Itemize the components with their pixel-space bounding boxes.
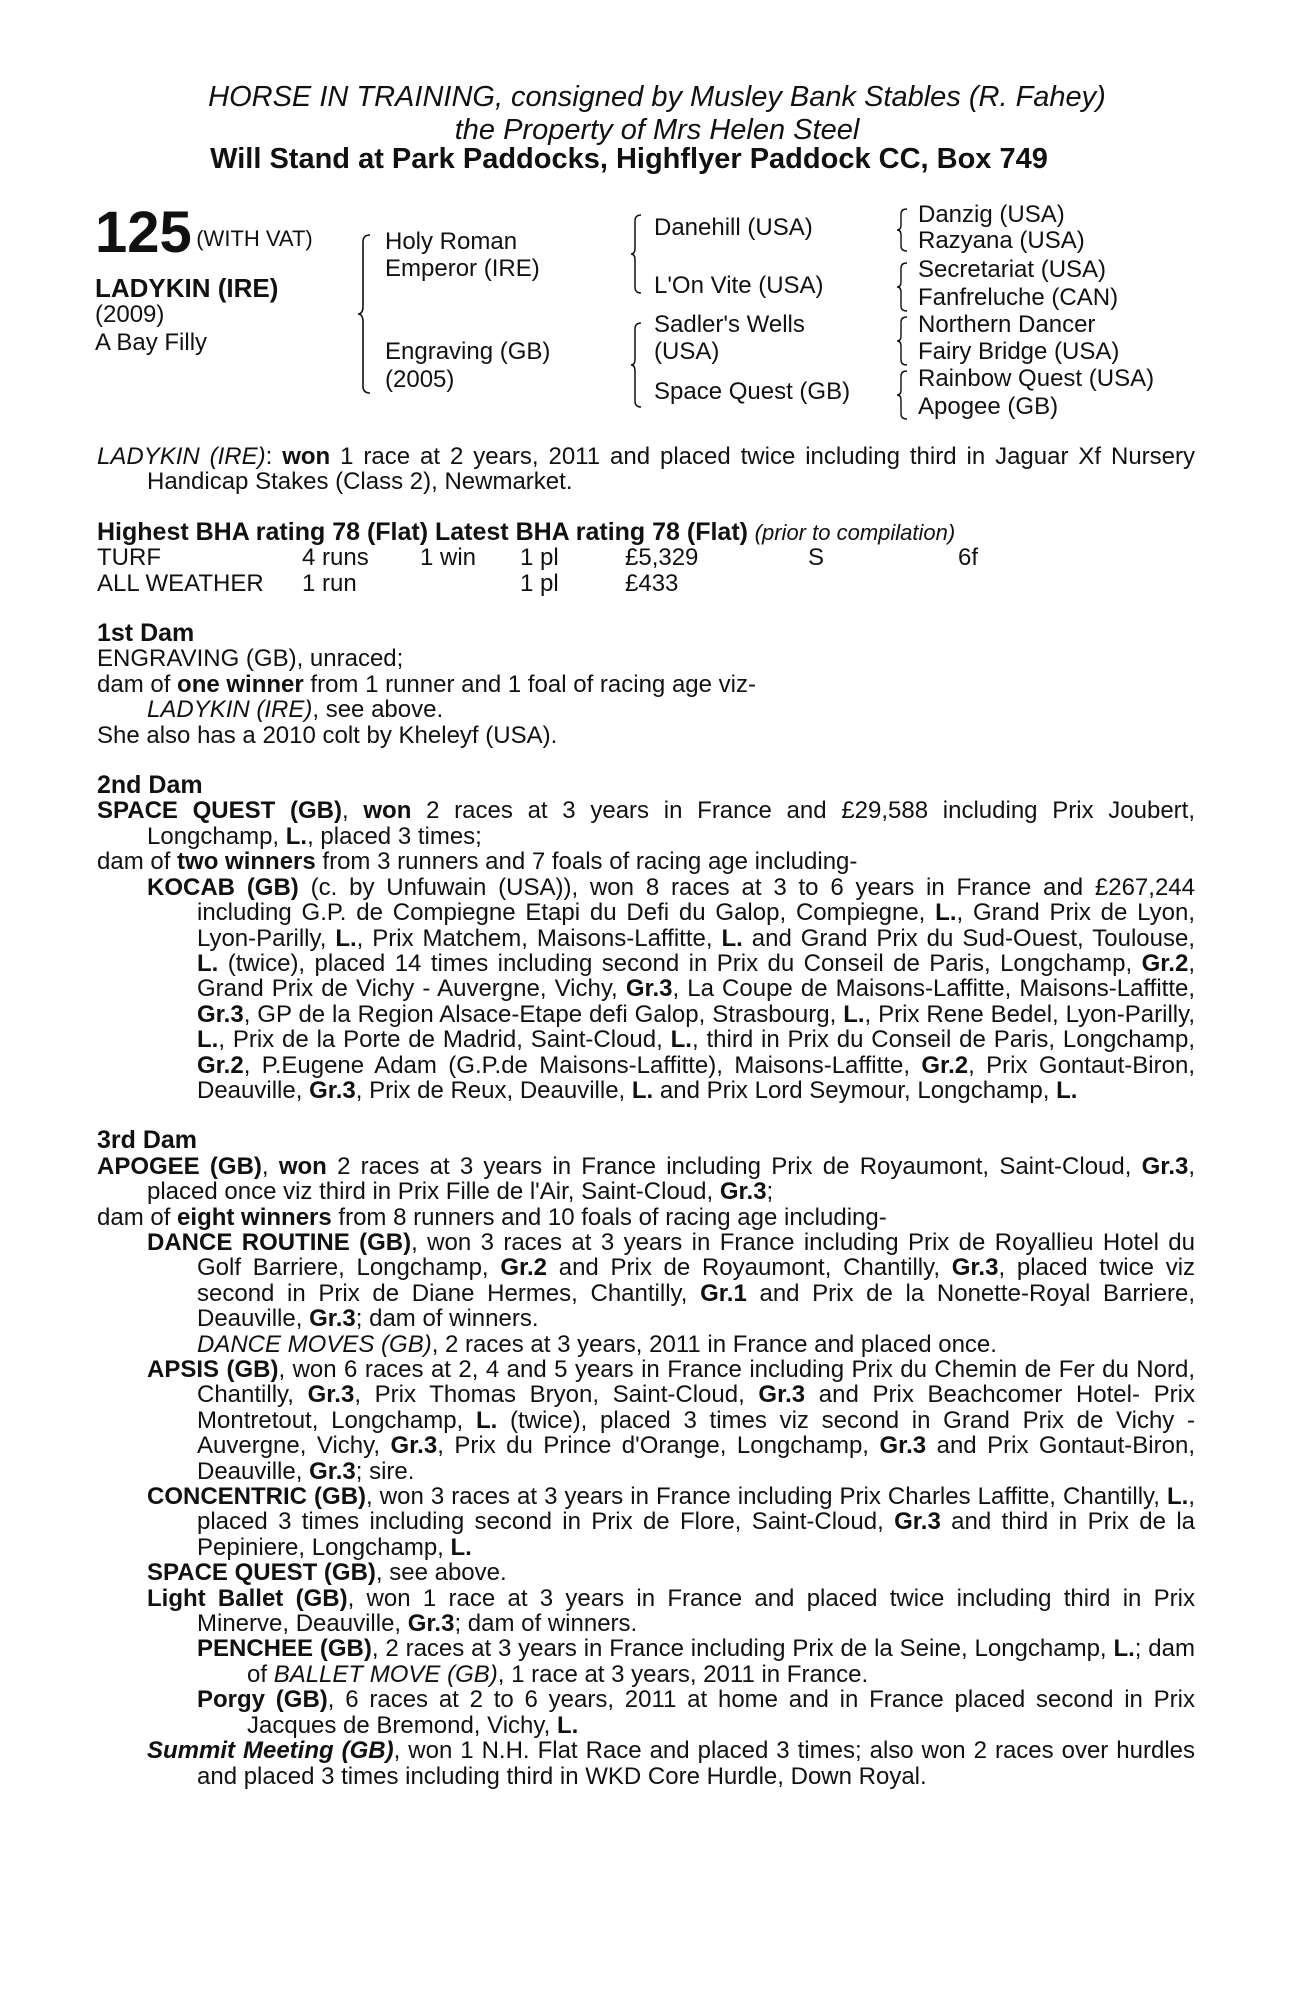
catalogue-body	[97, 444, 1195, 1789]
horse-name: KOCAB (GB)	[147, 873, 299, 901]
ped-dd: Space Quest (GB)	[654, 378, 851, 405]
header-location: Will Stand at Park Paddocks, Highflyer Paddock CC, Box 749	[210, 143, 1048, 175]
ped-dam-l2: (2005)	[385, 366, 455, 393]
first-dam-heading: 1st Dam	[97, 619, 195, 648]
first-dam-line: ENGRAVING (GB), unraced;	[97, 645, 404, 673]
race-grade: L.	[285, 822, 308, 850]
ped-ss: Danehill (USA)	[654, 214, 813, 241]
text: (twice), placed 3 times viz second in Grand Prix de Vichy - Auvergne, Vichy,	[197, 1406, 1196, 1460]
text: , Prix Matchem, Maisons-Laffitte,	[356, 924, 722, 952]
ratings-table	[97, 545, 1195, 596]
horse-name: APSIS (GB)	[147, 1356, 279, 1383]
race-grade: Gr.3	[719, 1178, 767, 1206]
header-consignor: HORSE IN TRAINING, consigned by Musley Bank Stables (R. Fahey)	[208, 81, 1106, 113]
text: , won 1 N.H. Flat Race and placed 3 times; also won 2 races over hurdles and placed 3 times including third in WKD Core Hurdle, Down Royal.	[197, 1737, 1195, 1790]
offspring-dance-moves	[97, 1332, 1195, 1357]
text: from 1 runner and 1 foal of racing age viz-	[303, 670, 756, 698]
horse-name: BALLET MOVE (GB)	[273, 1660, 498, 1688]
text: , placed once viz third in Prix Fille de l'Air, Saint-Cloud,	[147, 1152, 1196, 1206]
text: , Grand Prix de Vichy - Auvergne, Vichy,	[197, 949, 1195, 1003]
race-grade: Gr.3	[951, 1254, 999, 1282]
text: from 3 runners and 7 foals of racing age including-	[315, 848, 858, 876]
text: ; dam of winners.	[355, 1305, 539, 1333]
race-grade: L.	[1113, 1635, 1135, 1663]
text: , placed 3 times;	[307, 822, 482, 850]
text: , Grand Prix de Lyon, Lyon-Parilly,	[197, 899, 1195, 952]
ped-sd: L'On Vite (USA)	[654, 272, 824, 299]
third-dam-heading: 3rd Dam	[97, 1126, 198, 1155]
text: dam of	[97, 848, 178, 876]
winners-count: eight winners	[177, 1203, 332, 1231]
ratings-cell: 1 pl	[520, 569, 559, 597]
text: from 8 runners and 10 foals of racing age including-	[331, 1203, 887, 1231]
brace-ds	[896, 316, 908, 366]
race-summary: LADYKIN (IRE): won 1 race at 2 years, 2011 and placed twice including third in Jaguar Xf Nursery Handicap Stakes (Class 2), Newmarket.	[97, 443, 1195, 496]
horse-name: APOGEE (GB)	[97, 1152, 262, 1180]
ratings-cell	[420, 571, 520, 596]
text: dam of	[97, 1203, 178, 1231]
race-grade: L.	[450, 1533, 472, 1561]
offspring-penchee	[97, 1636, 1195, 1687]
offspring-space-quest	[97, 1560, 1195, 1585]
race-grade: Gr.2	[1141, 949, 1189, 977]
second-dam-heading: 2nd Dam	[97, 771, 203, 800]
lot-vat: (WITH VAT)	[196, 226, 313, 251]
offspring-light-ballet	[97, 1586, 1195, 1637]
text: , see above.	[375, 1559, 507, 1587]
race-grade: Gr.3	[894, 1508, 941, 1536]
summary-won: won	[282, 443, 331, 470]
race-grade: Gr.3	[309, 1076, 356, 1104]
brace-sire-dam	[357, 234, 371, 394]
ratings-cell: TURF	[97, 544, 161, 572]
ped-ds-l2: (USA)	[654, 338, 720, 365]
race-grade: Gr.2	[500, 1254, 548, 1282]
race-grade: L.	[335, 924, 357, 952]
ratings-title: Highest BHA rating 78 (Flat) Latest BHA rating 78 (Flat)	[97, 517, 748, 546]
third-dam-record: APOGEE (GB), won 2 races at 3 years in France including Prix de Royaumont, Saint-Cloud, Gr.3, placed once viz third in Prix Fille de l'Air, Saint-Cloud, Gr.3;	[97, 1152, 1196, 1206]
ped-sire-l2: Emperor (IRE)	[385, 255, 540, 282]
ratings-note: (prior to compilation)	[754, 519, 956, 545]
ped-dss: Northern Dancer	[918, 311, 1096, 338]
text: , won 6 races at 2, 4 and 5 years in France including Prix du Chemin de Fer du Nord, Chantilly,	[197, 1356, 1195, 1409]
ratings-heading	[97, 517, 1195, 546]
text: , see above.	[312, 696, 444, 724]
horse-name: CONCENTRIC (GB)	[147, 1483, 367, 1511]
race-grade: L.	[721, 924, 743, 952]
race-grade: L.	[670, 1026, 692, 1054]
horse-name: SPACE QUEST (GB)	[147, 1559, 376, 1587]
brace-dam-parents	[630, 322, 642, 408]
text: , 6 races at 2 to 6 years, 2011 at home and in France placed second in Prix Jacques de Bremond, Vichy,	[247, 1686, 1195, 1739]
text: , 2 races at 3 years in France including Prix de la Seine, Longchamp,	[371, 1635, 1114, 1663]
text: and Prix Lord Seymour, Longchamp,	[653, 1076, 1057, 1104]
text: (c. by Unfuwain (USA)), won 8 races at 3 to 6 years in France and £267,244 including G.P. de Compiegne Etapi du Defi du Galop, Compiegne,	[197, 873, 1195, 927]
offspring-porgy	[97, 1687, 1195, 1738]
ratings-cell: 6f	[958, 544, 979, 572]
ped-ddd: Apogee (GB)	[918, 393, 1059, 420]
horse-name: SPACE QUEST (GB)	[97, 797, 342, 825]
text: , Prix Thomas Bryon, Saint-Cloud,	[354, 1381, 759, 1409]
race-grade: L.	[1167, 1483, 1189, 1511]
race-grade: Gr.3	[407, 1610, 455, 1638]
lot-year: (2009)	[95, 301, 165, 328]
race-grade: Gr.2	[921, 1051, 969, 1079]
brace-sire-parents	[630, 214, 642, 294]
text: and Grand Prix du Sud-Ouest, Toulouse,	[742, 924, 1195, 952]
race-grade: L.	[631, 1076, 654, 1104]
third-dam-produce	[97, 1205, 1195, 1230]
text: , won 3 races at 3 years in France including Prix Charles Laffitte, Chantilly,	[366, 1483, 1167, 1511]
lot-description: A Bay Filly	[95, 329, 208, 356]
horse-name: PENCHEE (GB)	[197, 1635, 372, 1663]
second-dam-produce	[97, 849, 1195, 874]
race-grade: Gr.3	[879, 1432, 927, 1460]
ratings-cell	[808, 571, 958, 596]
race-grade: Gr.3	[390, 1432, 438, 1460]
ratings-cell: ALL WEATHER	[97, 569, 264, 597]
ratings-cell: £5,329	[625, 544, 699, 572]
text: , Prix de la Porte de Madrid, Saint-Cloud,	[218, 1026, 671, 1054]
horse-name: Summit Meeting (GB)	[147, 1737, 394, 1765]
summary-text: 1 race at 2 years, 2011 and placed twice including third in Jaguar Xf Nursery Handicap Stakes (Class 2), Newmarket.	[147, 443, 1195, 496]
text: ; dam of	[247, 1635, 1195, 1688]
text: (twice), placed 14 times including second in Prix du Conseil de Paris, Longchamp,	[218, 949, 1142, 977]
text: 2 races at 3 years in France and £29,588 including Prix Joubert, Longchamp,	[147, 797, 1195, 850]
ped-sdd: Fanfreluche (CAN)	[918, 284, 1119, 311]
race-grade: L.	[475, 1406, 498, 1434]
won: won	[278, 1152, 327, 1180]
lot-number-block	[95, 200, 313, 265]
text: , third in Prix du Conseil de Paris, Longchamp,	[691, 1026, 1195, 1054]
first-dam-offspring	[97, 697, 1195, 722]
race-grade: L.	[197, 949, 219, 977]
horse-name: DANCE MOVES (GB)	[197, 1330, 432, 1358]
ratings-cell: 4 runs	[302, 544, 369, 572]
race-grade: L.	[197, 1026, 219, 1054]
ped-ssd: Razyana (USA)	[918, 227, 1085, 254]
offspring-name: LADYKIN (IRE)	[147, 696, 313, 724]
race-grade: Gr.1	[700, 1279, 747, 1307]
text: ;	[766, 1178, 774, 1206]
text: , La Coupe de Maisons-Laffitte, Maisons-Laffitte,	[672, 975, 1196, 1003]
race-grade: Gr.3	[758, 1381, 806, 1409]
lot-number: 125	[95, 200, 192, 265]
horse-name: Porgy (GB)	[197, 1686, 328, 1714]
header-owner: the Property of Mrs Helen Steel	[454, 114, 860, 146]
text: , won 3 races at 3 years in France including Prix de Royallieu Hotel du Golf Barriere, Longchamp,	[197, 1228, 1195, 1282]
text: and Prix de la Nonette-Royal Barriere, Deauville,	[197, 1279, 1195, 1333]
text: , Prix du Prince d'Orange, Longchamp,	[437, 1432, 880, 1460]
text: , placed 3 times including second in Prix de Flore, Saint-Cloud,	[197, 1483, 1195, 1536]
ped-dsd: Fairy Bridge (USA)	[918, 338, 1120, 365]
race-grade: Gr.3	[1141, 1152, 1189, 1180]
ratings-cell: 1 win	[420, 544, 477, 572]
ped-dds: Rainbow Quest (USA)	[918, 365, 1155, 392]
ped-sss: Danzig (USA)	[918, 201, 1065, 228]
race-grade: L.	[556, 1711, 579, 1739]
race-grade: L.	[1056, 1076, 1078, 1104]
first-dam-produce	[97, 672, 1195, 697]
brace-dd	[896, 370, 908, 420]
ratings-cell: 1 run	[302, 569, 357, 597]
race-grade: L.	[843, 1000, 865, 1028]
text: , 2 races at 3 years, 2011 in France and placed once.	[431, 1330, 997, 1358]
ped-sire-l1: Holy Roman	[385, 228, 518, 255]
text: and Prix de Royaumont, Chantilly,	[547, 1254, 952, 1282]
text: , P.Eugene Adam (G.P.de Maisons-Laffitte), Maisons-Laffitte,	[243, 1051, 922, 1079]
text: , Prix de Reux, Deauville,	[355, 1076, 632, 1104]
text: and Prix Beachcomer Hotel- Prix Montretout, Longchamp,	[197, 1381, 1195, 1434]
ratings-cell: S	[808, 544, 825, 572]
winners-count: one winner	[177, 670, 304, 698]
race-grade: Gr.2	[197, 1051, 244, 1079]
offspring-summit-meeting	[97, 1738, 1195, 1789]
ratings-cell	[958, 571, 1038, 596]
ratings-cell: £433	[625, 569, 679, 597]
second-dam-record: SPACE QUEST (GB), won 2 races at 3 years in France and £29,588 including Prix Joubert, Longchamp, L., placed 3 times;	[97, 797, 1195, 850]
text: , Prix Rene Bedel, Lyon-Parilly,	[864, 1000, 1195, 1028]
winners-count: two winners	[177, 848, 316, 876]
summary-horse-name: LADYKIN (IRE)	[97, 443, 266, 470]
horse-name: DANCE ROUTINE (GB)	[147, 1228, 412, 1256]
text: 2 races at 3 years in France including Prix de Royaumont, Saint-Cloud,	[326, 1152, 1142, 1180]
first-dam-also: She also has a 2010 colt by Kheleyf (USA).	[97, 721, 558, 749]
text: , won 1 race at 3 years in France and placed twice including third in Prix Minerve, Deauville,	[197, 1584, 1195, 1638]
race-grade: Gr.3	[307, 1381, 355, 1409]
ped-dam-l1: Engraving (GB)	[385, 338, 551, 365]
race-grade: Gr.3	[197, 1000, 244, 1028]
text: ; dam of winners.	[454, 1610, 638, 1638]
ped-sds: Secretariat (USA)	[918, 256, 1107, 283]
race-grade: Gr.3	[309, 1305, 356, 1333]
text: , Prix Gontaut-Biron, Deauville,	[197, 1051, 1195, 1104]
race-grade: Gr.3	[309, 1457, 356, 1485]
won: won	[363, 797, 412, 825]
text: , placed twice viz second in Prix de Diane Hermes, Chantilly,	[197, 1254, 1196, 1307]
ped-ds-l1: Sadler's Wells	[654, 311, 805, 338]
offspring-dance-routine	[97, 1230, 1195, 1332]
lot-horse-name: LADYKIN (IRE)	[95, 273, 279, 303]
race-grade: Gr.3	[625, 975, 673, 1003]
offspring-kocab	[97, 875, 1195, 1104]
brace-sd	[896, 262, 908, 312]
text: and Prix Gontaut-Biron, Deauville,	[197, 1432, 1195, 1485]
brace-ss	[896, 208, 908, 252]
text: , GP de la Region Alsace-Etape defi Galop, Strasbourg,	[243, 1000, 844, 1028]
ratings-cell: 1 pl	[520, 544, 559, 572]
text: and third in Prix de la Pepiniere, Longchamp,	[197, 1508, 1195, 1561]
offspring-apsis	[97, 1357, 1195, 1484]
text: , 1 race at 3 years, 2011 in France.	[497, 1660, 869, 1688]
horse-name: Light Ballet (GB)	[147, 1584, 348, 1612]
text: ; sire.	[355, 1457, 415, 1485]
text: dam of	[97, 670, 178, 698]
race-grade: L.	[935, 899, 957, 927]
offspring-concentric	[97, 1484, 1195, 1560]
